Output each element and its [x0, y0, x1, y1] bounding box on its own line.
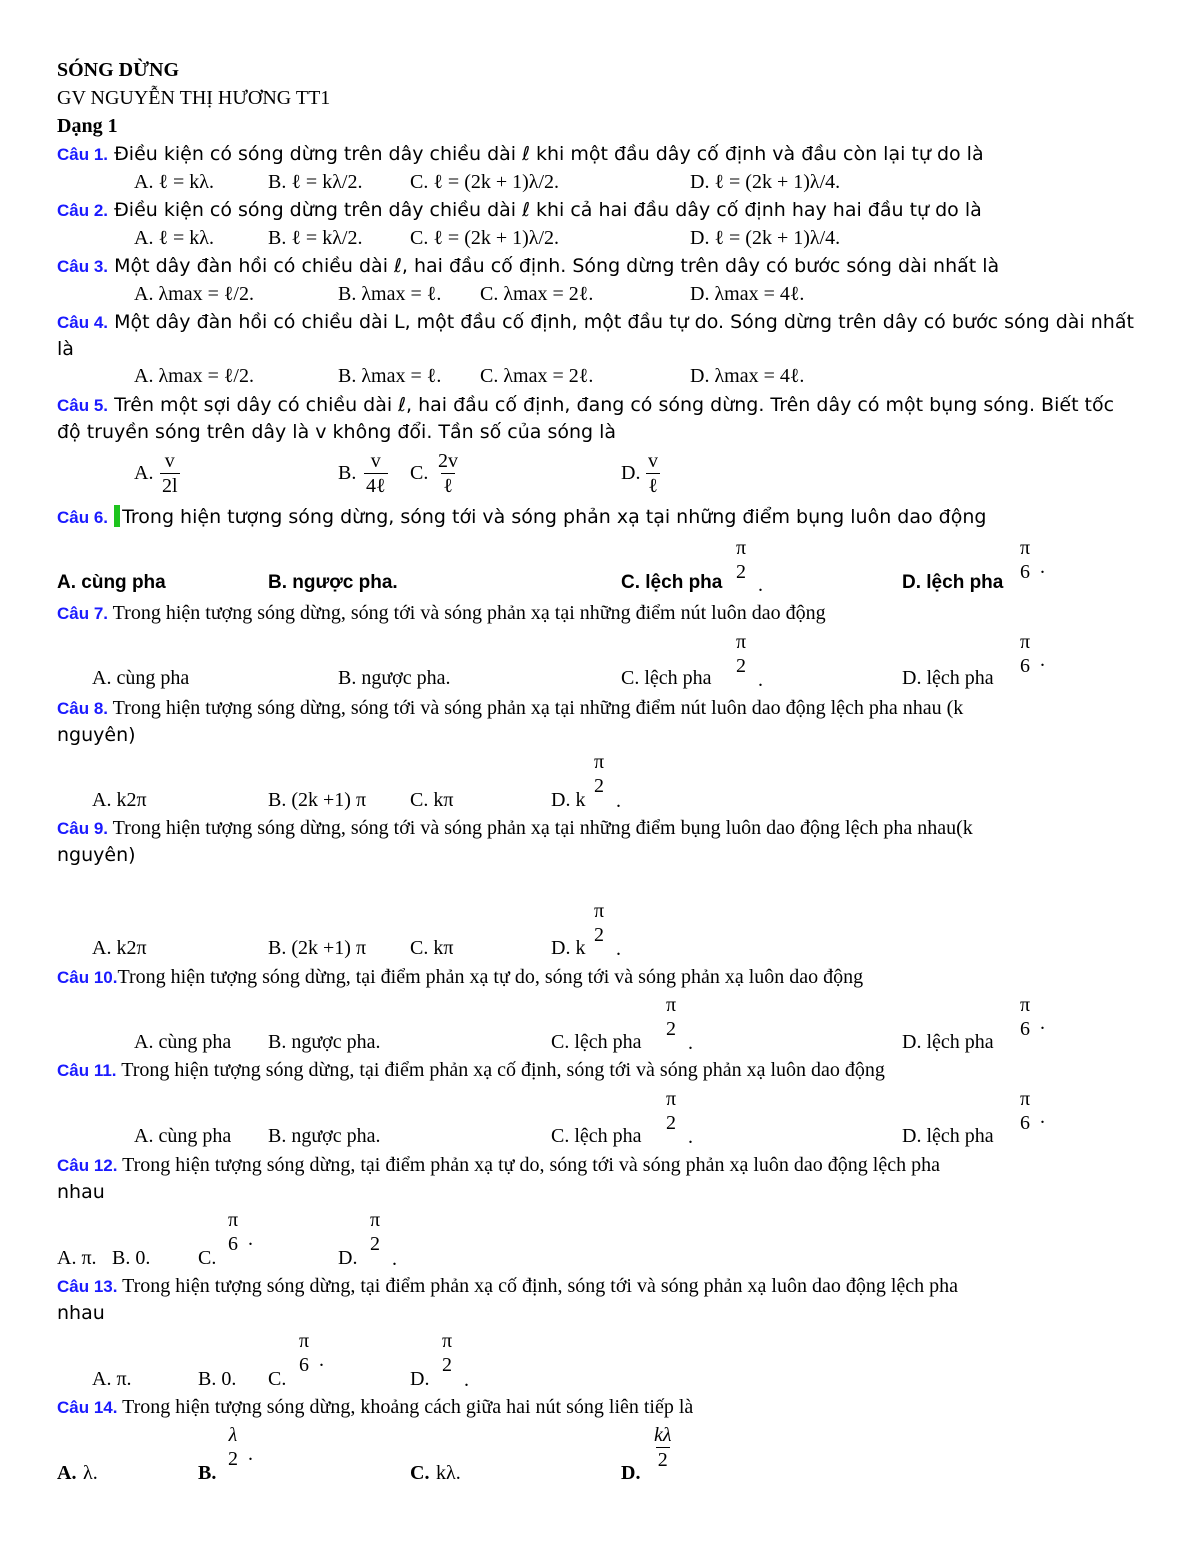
question-text: Trong hiện tượng sóng dừng, sóng tới và sóng phản xạ tại những điểm nút luôn dao động lệch pha nhau (k: [112, 697, 964, 719]
question-label: Câu 12.: [57, 1156, 118, 1175]
q11-fraction-d: π 6: [1020, 1088, 1031, 1134]
question-label: Câu 1.: [57, 145, 109, 164]
q3-option-b: B. λmax = ℓ.: [338, 283, 442, 305]
q5-fraction-b: v 4ℓ: [366, 450, 386, 497]
q10-option-c: C. lệch pha: [551, 1031, 642, 1053]
question-text: Trong hiện tượng sóng dừng, sóng tới và sóng phản xạ tại những điểm nút luôn dao động: [112, 602, 826, 624]
punct-period: .: [758, 574, 763, 596]
punct-period: .: [248, 1443, 253, 1465]
punct-period: .: [1040, 1012, 1045, 1034]
q11-option-b: B. ngược pha.: [268, 1125, 381, 1147]
q10-option-b: B. ngược pha.: [268, 1031, 381, 1053]
question-text: Điều kiện có sóng dừng trên dây chiều dài ℓ khi một đầu dây cố định và đầu còn lại tự do là: [114, 143, 984, 165]
q7-option-d: D. lệch pha: [902, 667, 994, 689]
q12-option-b: B. 0.: [112, 1247, 151, 1269]
q13-option-a: A. π.: [92, 1368, 132, 1390]
question-1: [57, 142, 984, 167]
question-13-continued: nhau: [57, 1302, 105, 1324]
q11-option-d: D. lệch pha: [902, 1125, 994, 1147]
q11-option-a: A. cùng pha: [134, 1125, 232, 1147]
q4-option-c: C. λmax = 2ℓ.: [480, 365, 594, 387]
q14-option-a-letter: A.: [57, 1462, 77, 1484]
question-label: Câu 6.: [57, 508, 109, 527]
q4-option-b: B. λmax = ℓ.: [338, 365, 442, 387]
q5-fraction-c: 2v ℓ: [438, 450, 458, 497]
q13-fraction-c: π 6: [299, 1330, 310, 1376]
question-12: [57, 1153, 940, 1178]
question-label: Câu 8.: [57, 699, 109, 718]
q13-option-d: D.: [410, 1368, 430, 1390]
q9-option-c: C. kπ: [410, 937, 454, 959]
q12-option-a: A. π.: [57, 1247, 97, 1269]
q9-option-d: D. k: [551, 937, 586, 959]
question-label: Câu 9.: [57, 819, 109, 838]
q14-fraction-b: λ 2: [228, 1424, 238, 1470]
q1-option-b: B. ℓ = kλ/2.: [268, 171, 363, 193]
punct-period: .: [616, 938, 621, 960]
question-9-continued: nguyên): [57, 844, 136, 866]
question-label: Câu 3.: [57, 257, 109, 276]
question-text: Một dây đàn hồi có chiều dài L, một đầu cố định, một đầu tự do. Sóng dừng trên dây có bước sóng dài nhất: [114, 311, 1134, 333]
question-8: [57, 696, 963, 721]
q14-option-b: B.: [198, 1462, 217, 1484]
q6-option-d: D. lệch pha: [902, 572, 1004, 593]
question-13: [57, 1274, 958, 1299]
q5-fraction-a: $\frac{v}{2l}$: [162, 450, 178, 497]
question-text: Trong hiện tượng sóng dừng, sóng tới và sóng phản xạ tại những điểm bụng luôn dao động lệch pha nhau(k: [112, 817, 973, 839]
q13-option-b: B. 0.: [198, 1368, 237, 1390]
q8-option-d: D. k: [551, 789, 586, 811]
q10-fraction-c: π 2: [666, 994, 677, 1040]
q3-option-d: D. λmax = 4ℓ.: [690, 283, 805, 305]
q4-option-d: D. λmax = 4ℓ.: [690, 365, 805, 387]
q11-fraction-c: π 2: [666, 1088, 677, 1134]
q14-option-c-letter: C.: [410, 1462, 430, 1484]
question-text: Trong hiện tượng sóng dừng, tại điểm phản xạ cố định, sóng tới và sóng phản xạ luôn dao động lệch pha: [122, 1275, 959, 1297]
question-10: [57, 965, 863, 990]
q7-fraction-d: π 6: [1020, 631, 1031, 677]
punct-period: .: [319, 1349, 324, 1371]
q2-option-c: C. ℓ = (2k + 1)λ/2.: [410, 227, 560, 249]
question-label: Câu 5.: [57, 396, 109, 415]
question-5-continued: độ truyền sóng trên dây là v không đổi. Tần số của sóng là: [57, 421, 617, 443]
q8-option-c: C. kπ: [410, 789, 454, 811]
question-label: Câu 13.: [57, 1277, 118, 1296]
punct-period: .: [1040, 556, 1045, 578]
question-text: Trong hiện tượng sóng dừng, khoảng cách giữa hai nút sóng liên tiếp là: [122, 1396, 694, 1418]
q13-option-c: C.: [268, 1368, 287, 1390]
q2-option-b: B. ℓ = kλ/2.: [268, 227, 363, 249]
question-4: [57, 310, 1134, 335]
question-text: Một dây đàn hồi có chiều dài ℓ, hai đầu cố định. Sóng dừng trên dây có bước sóng dài nhất là: [114, 255, 1000, 277]
question-label: Câu 14.: [57, 1398, 118, 1417]
question-4-continued: là: [57, 338, 74, 360]
q1-option-c: C. ℓ = (2k + 1)λ/2.: [410, 171, 560, 193]
question-label: Câu 7.: [57, 604, 109, 623]
q9-option-b: B. (2k +1) π: [268, 937, 367, 959]
question-text: Trong hiện tượng sóng dừng, tại điểm phản xạ tự do, sóng tới và sóng phản xạ luôn dao động: [117, 966, 864, 988]
punct-period: .: [616, 790, 621, 812]
question-label: Câu 4.: [57, 313, 109, 332]
question-label: Câu 11.: [57, 1061, 117, 1080]
question-text: Trong hiện tượng sóng dừng, tại điểm phản xạ cố định, sóng tới và sóng phản xạ luôn dao động: [121, 1059, 885, 1081]
q8-option-a: A. k2π: [92, 789, 147, 811]
punct-period: .: [688, 1126, 693, 1148]
q8-option-b: B. (2k +1) π: [268, 789, 367, 811]
q8-fraction-d: π 2: [594, 751, 605, 797]
q5-option-d: D.: [621, 462, 641, 484]
punct-period: .: [688, 1032, 693, 1054]
question-label: Câu 2.: [57, 201, 109, 220]
q4-option-a: A. λmax = ℓ/2.: [134, 365, 254, 387]
question-text: Trên một sợi dây có chiều dài ℓ, hai đầu cố định, đang có sóng dừng. Trên dây có một bụng sóng. Biết tốc: [114, 394, 1115, 416]
q12-fraction-c: π 6: [228, 1209, 239, 1255]
q14-option-a: λ.: [83, 1462, 98, 1484]
question-14: [57, 1395, 693, 1420]
question-text: Trong hiện tượng sóng dừng, tại điểm phản xạ tự do, sóng tới và sóng phản xạ luôn dao động lệch pha: [122, 1154, 940, 1176]
q14-fraction-d: $\frac{k\lambda}{2}$: [654, 1424, 672, 1471]
text-cursor: [114, 505, 120, 527]
q7-option-c: C. lệch pha: [621, 667, 712, 689]
q3-option-c: C. λmax = 2ℓ.: [480, 283, 594, 305]
punct-period: .: [1040, 649, 1045, 671]
q5-option-c: C.: [410, 462, 429, 484]
question-7: [57, 601, 826, 626]
question-11: [57, 1058, 885, 1083]
q12-fraction-d: π 2: [370, 1209, 381, 1255]
punct-period: .: [392, 1248, 397, 1270]
q10-fraction-d: π 6: [1020, 994, 1031, 1040]
q2-option-d: D. ℓ = (2k + 1)λ/4.: [690, 227, 841, 249]
question-6: [57, 505, 986, 530]
q12-option-c: C.: [198, 1247, 217, 1269]
question-2: [57, 198, 982, 223]
q11-option-c: C. lệch pha: [551, 1125, 642, 1147]
q7-option-b: B. ngược pha.: [338, 667, 451, 689]
punct-period: .: [248, 1228, 253, 1250]
question-12-continued: nhau: [57, 1181, 105, 1203]
question-3: [57, 254, 999, 279]
question-label: Câu 10.: [57, 968, 118, 987]
q6-option-b: B. ngược pha.: [268, 572, 398, 593]
q7-option-a: A. cùng pha: [92, 667, 190, 689]
question-text: Điều kiện có sóng dừng trên dây chiều dài ℓ khi cả hai đầu dây cố định hay hai đầu tự do là: [114, 199, 982, 221]
punct-period: .: [758, 669, 763, 691]
q5-option-b: B.: [338, 462, 357, 484]
q6-option-c: C. lệch pha: [621, 572, 723, 593]
q5-fraction-d: v ℓ: [648, 450, 658, 497]
question-5: [57, 393, 1114, 418]
q5-option-a: A.: [134, 462, 154, 484]
q3-option-a: A. λmax = ℓ/2.: [134, 283, 254, 305]
q14-option-d: D.: [621, 1462, 641, 1484]
q6-fraction-c: π 2: [736, 537, 747, 583]
question-8-continued: nguyên): [57, 724, 136, 746]
q1-option-a: A. ℓ = kλ.: [134, 171, 214, 193]
q6-option-a: A. cùng pha: [57, 572, 166, 593]
q7-fraction-c: π 2: [736, 631, 747, 677]
q10-option-a: A. cùng pha: [134, 1031, 232, 1053]
punct-period: .: [1040, 1106, 1045, 1128]
question-9: [57, 816, 973, 841]
page-title: SÓNG DỪNG: [57, 59, 180, 81]
q13-fraction-d: π 2: [442, 1330, 453, 1376]
question-text: Trong hiện tượng sóng dừng, sóng tới và sóng phản xạ tại những điểm bụng luôn dao động: [122, 506, 987, 528]
q9-fraction-d: π 2: [594, 900, 605, 946]
section-title: Dạng 1: [57, 115, 118, 137]
teacher-name: GV NGUYỄN THỊ HƯƠNG TT1: [57, 87, 331, 109]
punct-period: .: [464, 1369, 469, 1391]
q10-option-d: D. lệch pha: [902, 1031, 994, 1053]
q9-option-a: A. k2π: [92, 937, 147, 959]
q14-option-c: kλ.: [436, 1462, 461, 1484]
q6-fraction-d: π 6: [1020, 537, 1031, 583]
q2-option-a: A. ℓ = kλ.: [134, 227, 214, 249]
q1-option-d: D. ℓ = (2k + 1)λ/4.: [690, 171, 841, 193]
q12-option-d: D.: [338, 1247, 358, 1269]
